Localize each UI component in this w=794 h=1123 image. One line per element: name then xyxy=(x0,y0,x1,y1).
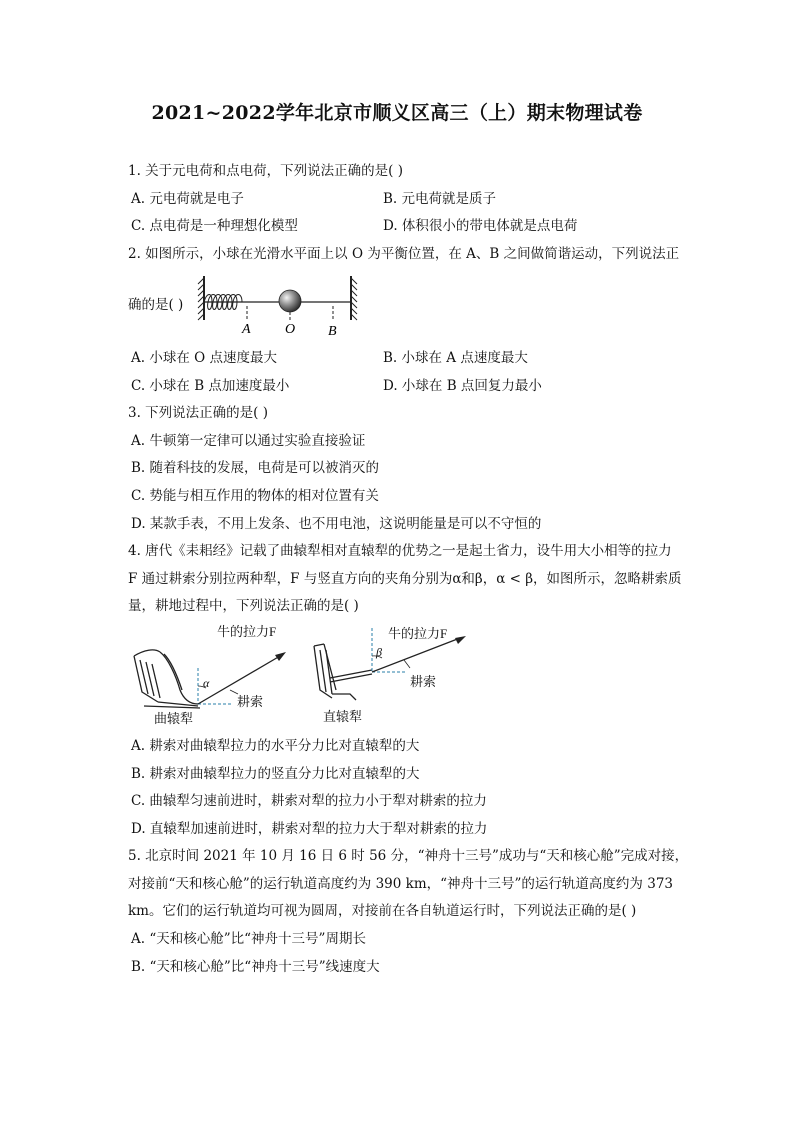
label-b: B xyxy=(328,324,337,339)
q2-option-c: C. 小球在 B 点加速度最小 xyxy=(131,378,290,394)
q3-option-c: C. 势能与相互作用的物体的相对位置有关 xyxy=(131,488,379,504)
q2-option-a: A. 小球在 O 点速度最大 xyxy=(131,350,277,366)
label-o: O xyxy=(285,322,296,337)
q4-option-d: D. 直辕犁加速前进时，耕索对犁的拉力大于犁对耕索的拉力 xyxy=(131,821,488,837)
label-a: A xyxy=(242,322,251,337)
left-rope-label: 耕索 xyxy=(237,694,264,709)
q3-option-b: B. 随着科技的发展，电荷是可以被消灭的 xyxy=(131,460,380,476)
right-rope-label: 耕索 xyxy=(410,674,437,689)
q1-option-a: A. 元电荷就是电子 xyxy=(131,191,244,207)
q5-option-a: A. “天和核心舱”比“神舟十三号”周期长 xyxy=(131,931,366,947)
plough-figure xyxy=(124,620,474,730)
q4-stem-line3: 量，耕地过程中，下列说法正确的是( ) xyxy=(128,598,359,614)
q5-option-b: B. “天和核心舱”比“神舟十三号”线速度大 xyxy=(131,959,380,975)
q3-stem: 3. 下列说法正确的是( ) xyxy=(128,405,268,421)
curved-plough-drawing xyxy=(134,650,200,708)
page-title: 2021~2022学年北京市顺义区高三（上）期末物理试卷 xyxy=(151,102,643,124)
q4-stem-line1: 4. 唐代《耒耜经》记载了曲辕犁相对直辕犁的优势之一是起土省力，设牛用大小相等的拉力 xyxy=(128,543,672,559)
q3-option-d: D. 某款手表，不用上发条、也不用电池，这说明能量是可以不守恒的 xyxy=(131,516,542,532)
left-angle-label: α xyxy=(203,676,210,690)
right-angle-label: β xyxy=(376,645,382,659)
right-force-label: 牛的拉力F xyxy=(388,626,448,641)
q1-option-b: B. 元电荷就是质子 xyxy=(383,191,497,207)
q5-stem-line1: 5. 北京时间 2021 年 10 月 16 日 6 时 56 分，“神舟十三号”成功与“天和核心舱”完成对接， xyxy=(128,848,689,864)
q1-stem: 1. 关于元电荷和点电荷，下列说法正确的是( ) xyxy=(128,163,403,179)
q4-option-c: C. 曲辕犁匀速前进时，耕索对犁的拉力小于犁对耕索的拉力 xyxy=(131,793,487,809)
q5-stem-line3: km。它们的运行轨道均可视为圆周，对接前在各自轨道运行时，下列说法正确的是( ) xyxy=(128,903,637,919)
q2-stem-line2: 确的是( ) xyxy=(128,297,184,313)
left-caption: 曲辕犁 xyxy=(154,711,194,726)
right-caption: 直辕犁 xyxy=(323,709,363,724)
q4-option-a: A. 耕索对曲辕犁拉力的水平分力比对直辕犁的大 xyxy=(131,738,420,754)
left-force-label: 牛的拉力F xyxy=(217,624,277,639)
q5-stem-line2: 对接前“天和核心舱”的运行轨道高度约为 390 km，“神舟十三号”的运行轨道高度约为 373 xyxy=(128,876,673,892)
q1-option-c: C. 点电荷是一种理想化模型 xyxy=(131,218,298,234)
spring-oscillator-figure xyxy=(196,272,366,338)
q2-stem-line1: 2. 如图所示，小球在光滑水平面上以 O 为平衡位置，在 A、B 之间做简谐运动，下列说法正 xyxy=(128,246,680,262)
q4-option-b: B. 耕索对曲辕犁拉力的竖直分力比对直辕犁的大 xyxy=(131,766,420,782)
q4-stem-line2: F 通过耕索分别拉两种犁，F 与竖直方向的夹角分别为α和β，α < β，如图所示，忽略耕索质 xyxy=(128,571,682,587)
ball xyxy=(279,290,301,312)
q1-option-d: D. 体积很小的带电体就是点电荷 xyxy=(383,218,578,234)
q2-option-d: D. 小球在 B 点回复力最小 xyxy=(383,378,542,394)
q3-option-a: A. 牛顿第一定律可以通过实验直接验证 xyxy=(131,433,366,449)
straight-plough-drawing xyxy=(314,644,372,700)
q2-option-b: B. 小球在 A 点速度最大 xyxy=(383,350,528,366)
